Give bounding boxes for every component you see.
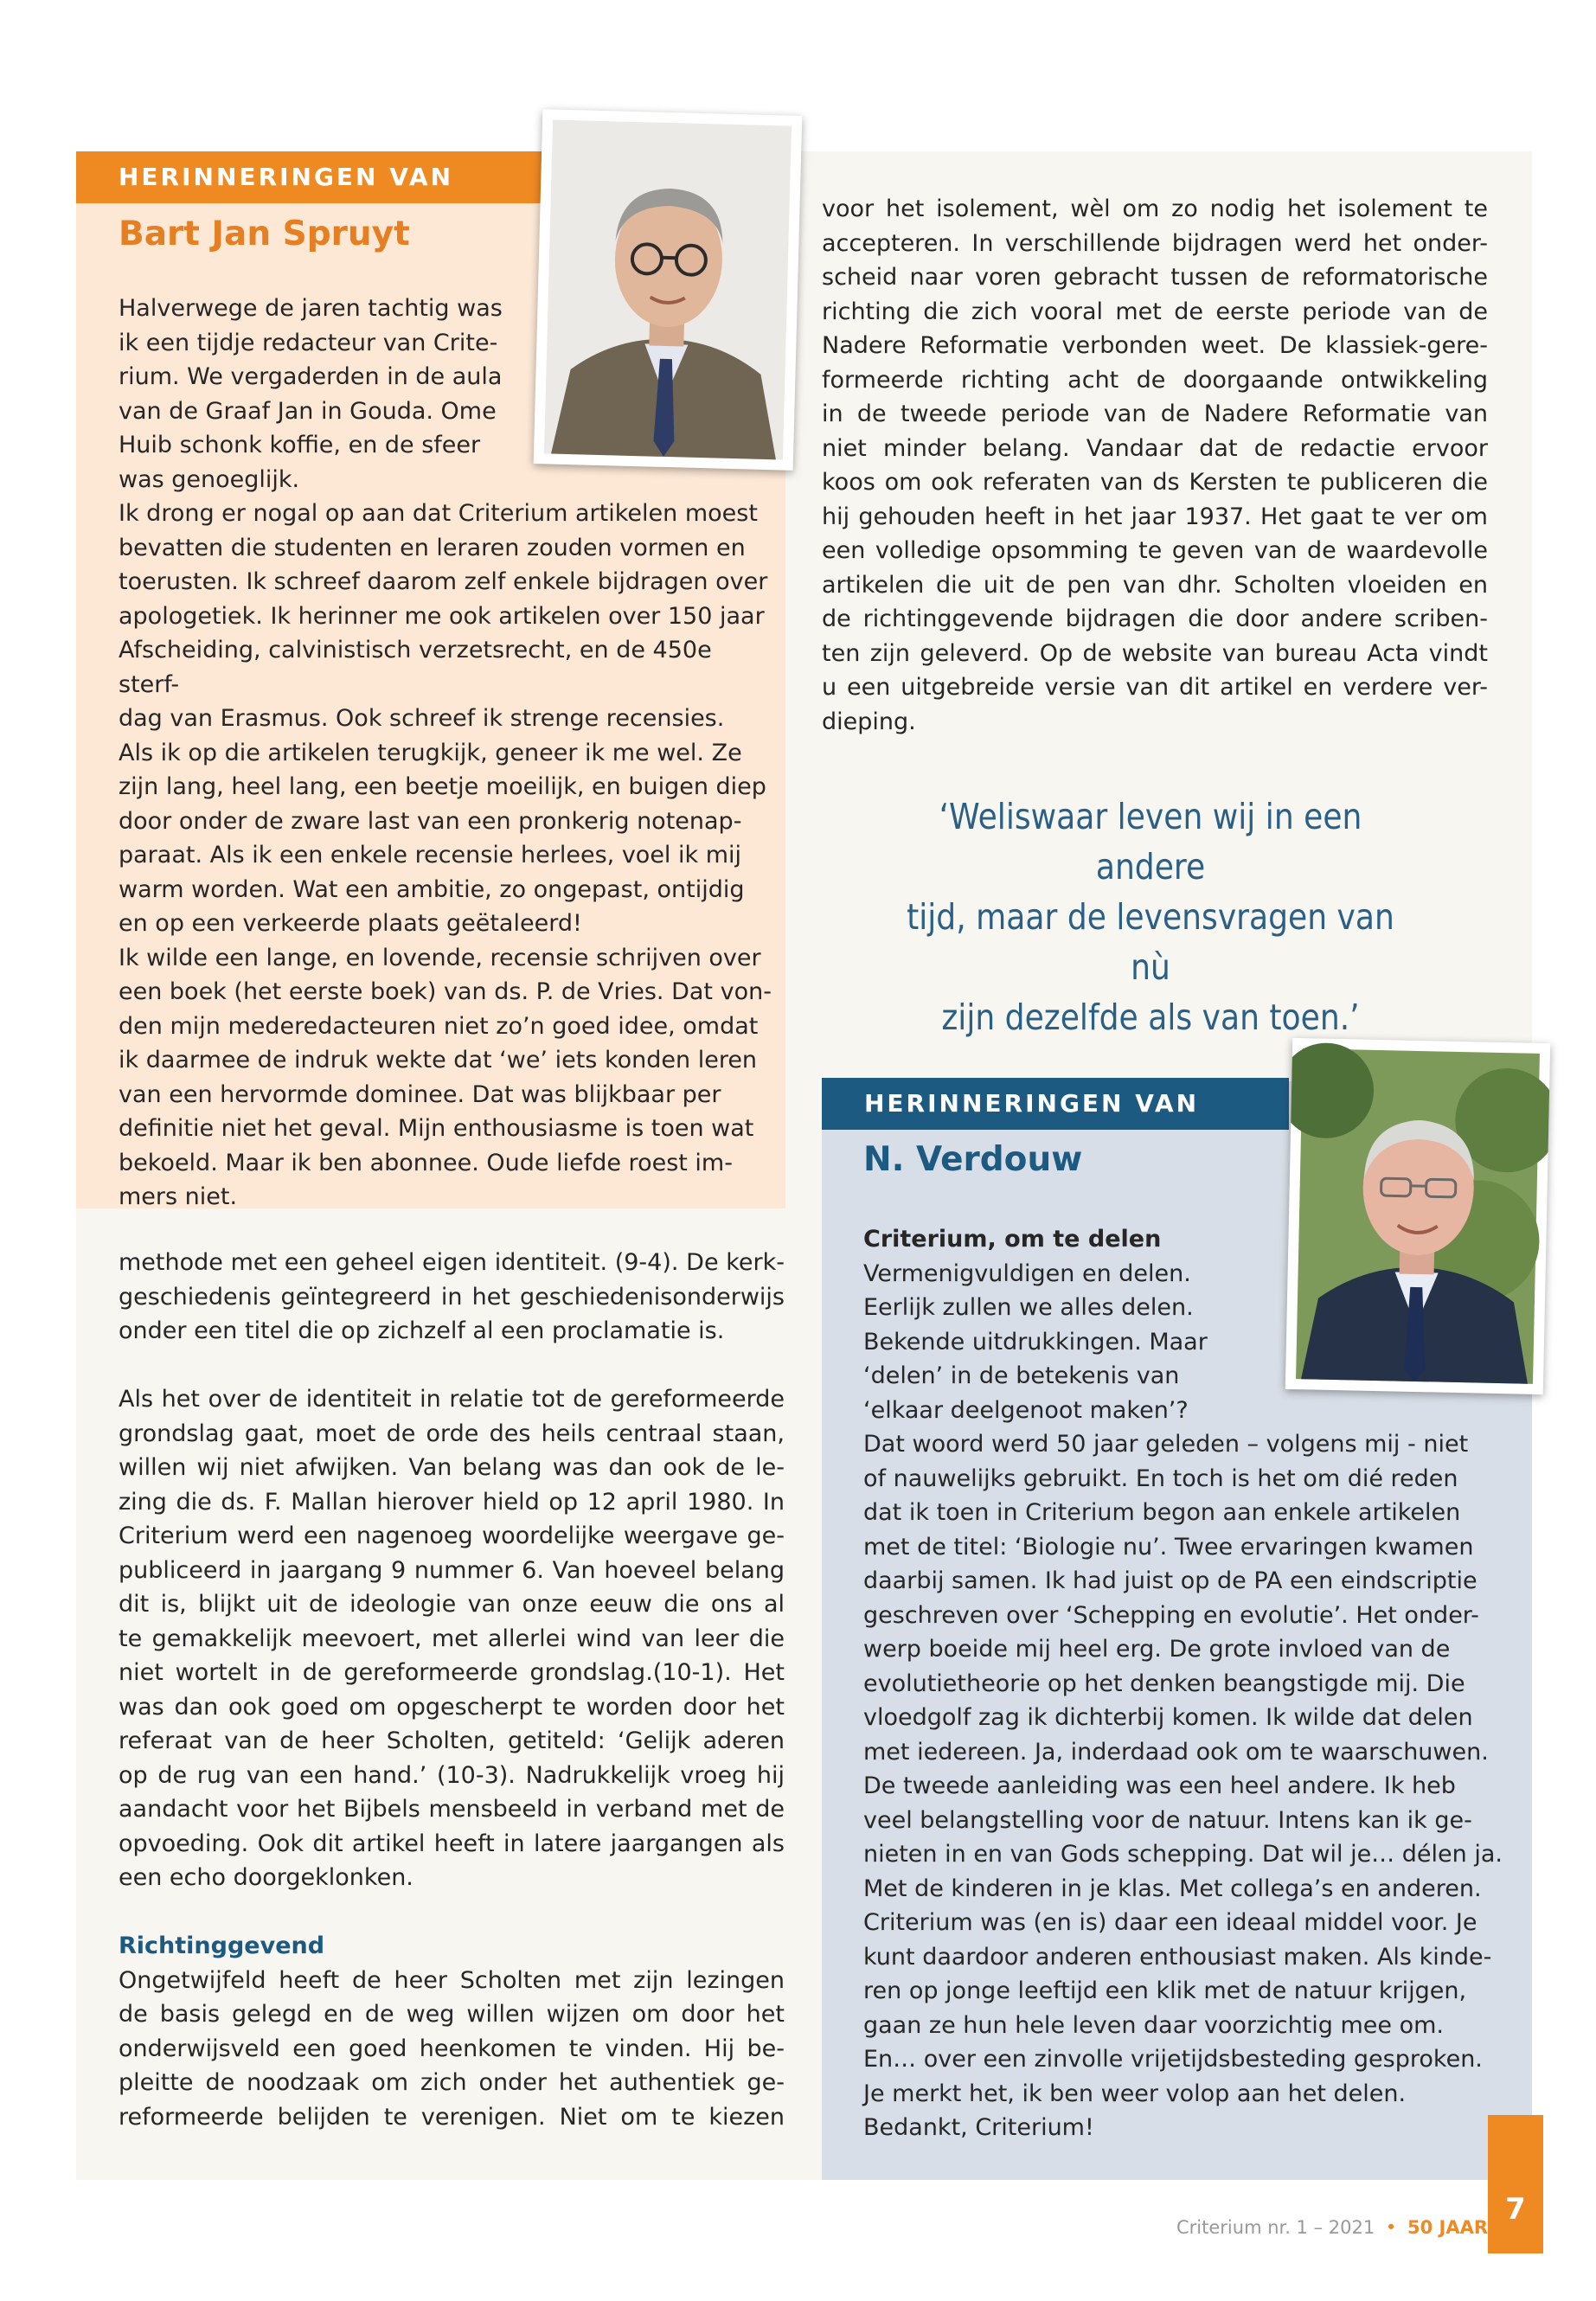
text-line: rium. We vergaderden in de aula: [119, 363, 503, 390]
text-line: willen wij niet afwijken. Van belang was dan ook de le-: [119, 1454, 785, 1481]
verdouw-subtitle: Criterium, om te delen: [863, 1226, 1162, 1253]
text-line: Halverwege de jaren tachtig was: [119, 295, 503, 322]
text-line: nieten in en van Gods schepping. Dat wil je… délen ja.: [863, 1841, 1503, 1868]
text-line: ren op jonge leeftijd een klik met de natuur krijgen,: [863, 1977, 1467, 2004]
text-line: ‘delen’ in de betekenis van: [863, 1362, 1180, 1389]
text-line: veel belangstelling voor de natuur. Intens kan ik ge-: [863, 1806, 1472, 1834]
text-line: werp boeide mij heel erg. De grote invloed van de: [863, 1636, 1451, 1663]
text-line: onderwijsveld een goed heenkomen te vinden. Hij be-: [119, 2035, 785, 2062]
text-line: den mijn mederedacteuren niet zo’n goed idee, omdat: [119, 1012, 759, 1040]
text-line: koos om ook referaten van ds Kersten te publiceren die: [822, 469, 1488, 496]
text-line: zing die ds. F. Mallan hierover hield op 12 april 1980. In: [119, 1488, 785, 1516]
footer-publication: Criterium nr. 1 – 2021: [1176, 2217, 1375, 2238]
text-line: paraat. Als ik een enkele recensie herlees, voel ik mij: [119, 842, 742, 868]
text-line: aandacht voor het Bijbels mensbeeld in verband met de: [119, 1796, 785, 1823]
text-line: De tweede aanleiding was een heel andere. Ik heb: [863, 1772, 1456, 1799]
text-line: was genoeglijk.: [119, 465, 300, 493]
text-line: vloedgolf zag ik dichterbij komen. Ik wilde dat delen: [863, 1704, 1473, 1731]
text-line: door onder de zware last van een pronkerig notenap-: [119, 807, 742, 835]
quote-line: tijd, maar de levensvragen van nù: [907, 896, 1394, 988]
text-line: of nauwelijks gebruikt. En toch is het om dié reden: [863, 1465, 1458, 1492]
text-line: bekoeld. Maar ik ben abonnee. Oude liefde roest im-: [119, 1149, 733, 1176]
text-line: warm worden. Wat een ambitie, zo ongepast, ontijdig: [119, 875, 745, 903]
text-line: zijn lang, heel lang, een beetje moeilijk, en buigen diep: [119, 773, 766, 800]
text-line: ten zijn geleverd. Op de website van bureau Acta vindt: [822, 639, 1488, 667]
pull-quote: [892, 792, 1409, 1042]
text-line: definitie niet het geval. Mijn enthousiasme is toen wat: [119, 1115, 754, 1142]
text-line: Met de kinderen in je klas. Met collega’s en anderen.: [863, 1875, 1482, 1902]
text-line: dat ik toen in Criterium begon aan enkele artikelen: [863, 1499, 1461, 1526]
text-line: Eerlijk zullen we alles delen.: [863, 1294, 1194, 1321]
text-line: niet minder belang. Vandaar dat de redactie ervoor: [822, 434, 1488, 462]
right-column-text: [822, 192, 1488, 739]
text-line: Nadere Reformatie verbonden weet. De klassiek-gere-: [822, 332, 1488, 359]
text-line: daarbij samen. Ik had juist op de PA een eindscriptie: [863, 1567, 1477, 1594]
text-line: en op een verkeerde plaats geëtaleerd!: [119, 910, 582, 937]
text-line: referaat van de heer Scholten, getiteld: ‘Gelijk aderen: [119, 1727, 785, 1754]
text-line: publiceerd in jaargang 9 nummer 6. Van hoeveel belang: [119, 1556, 785, 1584]
text-line: gaan ze hun hele leven daar voorzichtig mee om.: [863, 2011, 1445, 2039]
text-line: Als het over de identiteit in relatie tot de gereformeerde: [119, 1386, 785, 1413]
text-line: de basis gelegd en de weg willen wijzen om door het: [119, 2001, 785, 2028]
text-line: een volledige opsomming te geven van de waardevolle: [822, 537, 1488, 564]
text-line: niet wortelt in de gereformeerde grondslag.(10-1). Het: [119, 1659, 785, 1686]
text-line: reformeerde belijden te verenigen. Niet om te kiezen: [119, 2103, 785, 2131]
text-line: kunt daardoor anderen enthousiast maken. Als kinde-: [863, 1943, 1492, 1971]
text-line: evolutietheorie op het denken beangstigde mij. Die: [863, 1670, 1465, 1697]
text-line: apologetiek. Ik herinner me ook artikelen over 150 jaar: [119, 602, 765, 630]
text-line: ik een tijdje redacteur van Crite-: [119, 329, 498, 356]
quote-line: zijn dezelfde als van toen.’: [941, 997, 1360, 1038]
text-line: ‘elkaar deelgenoot maken’?: [863, 1396, 1189, 1424]
portrait-illustration: [534, 109, 803, 471]
page-number: 7: [1505, 2192, 1526, 2227]
main-column-text: [119, 1246, 785, 2134]
text-line: Dat woord werd 50 jaar geleden – volgens mij - niet: [863, 1431, 1469, 1458]
text-line: van een hervormde dominee. Dat was blijkbaar per: [119, 1080, 721, 1108]
text-line: dieping.: [822, 708, 916, 735]
text-line: bevatten die studenten en leraren zouden vormen en: [119, 534, 746, 561]
text-line: En… over een zinvolle vrijetijdsbesteding gesproken.: [863, 2046, 1483, 2073]
text-line: een echo doorgeklonken.: [119, 1864, 413, 1891]
text-line: geschiedenis geïntegreerd in het geschiedenisonderwijs: [119, 1283, 785, 1311]
text-line: Criterium werd een nagenoeg woordelijke weergave ge-: [119, 1522, 785, 1549]
text-line: Ik drong er nogal op aan dat Criterium artikelen moest: [119, 500, 758, 527]
text-line: Vermenigvuldigen en delen.: [863, 1259, 1191, 1287]
text-line: artikelen die uit de pen van dhr. Scholten vloeiden en: [822, 571, 1488, 599]
text-line: Je merkt het, ik ben weer volop aan het delen.: [863, 2080, 1407, 2107]
text-line: u een uitgebreide versie van dit artikel en verdere ver-: [822, 674, 1488, 701]
text-line: onder een titel die op zichzelf al een proclamatie is.: [119, 1317, 725, 1344]
text-line: Bekende uitdrukkingen. Maar: [863, 1328, 1208, 1356]
text-line: met de titel: ‘Biologie nu’. Twee ervaringen kwamen: [863, 1533, 1474, 1561]
text-line: een boek (het eerste boek) van ds. P. de Vries. Dat von-: [119, 978, 772, 1005]
text-line: hij gehouden heeft in het jaar 1937. Het gaat te ver om: [822, 503, 1488, 530]
portrait-illustration: [1285, 1038, 1550, 1394]
text-line: formeerde richting acht de doorgaande ontwikkeling: [822, 366, 1488, 394]
text-line: mers niet.: [119, 1183, 238, 1210]
verdouw-name-heading: N. Verdouw: [863, 1140, 1083, 1179]
text-line: grondslag gaat, moet de orde des heils centraal staan,: [119, 1420, 785, 1447]
text-line: voor het isolement, wèl om zo nodig het isolement te: [822, 195, 1488, 222]
text-line: ik daarmee de indruk wekte dat ‘we’ iets konden leren: [119, 1047, 758, 1074]
text-line: Als ik op die artikelen terugkijk, geneer ik me wel. Ze: [119, 739, 742, 766]
footer-separator: •: [1385, 2217, 1397, 2238]
text-line: Afscheiding, calvinistisch verzetsrecht, en de 450e sterf-: [119, 637, 712, 698]
text-line: was dan ook goed om opgescherpt te worden door het: [119, 1693, 785, 1721]
quote-line: ‘Weliswaar leven wij in een andere: [939, 796, 1362, 888]
text-line: richting die zich vooral met de eerste periode van de: [822, 298, 1488, 325]
text-line: Criterium was (en is) daar een ideaal middel voor. Je: [863, 1909, 1477, 1936]
text-line: Ik wilde een lange, en lovende, recensie schrijven over: [119, 944, 761, 971]
text-line: dag van Erasmus. Ook schreef ik strenge recensies.: [119, 705, 725, 732]
verdouw-label-bar: HERINNERINGEN VAN: [822, 1078, 1289, 1130]
text-line: op de rug van een hand.’ (10-3). Nadrukkelijk vroeg hij: [119, 1761, 785, 1789]
text-line: van de Graaf Jan in Gouda. Ome: [119, 397, 497, 425]
text-line: Bedankt, Criterium!: [863, 2114, 1094, 2141]
page-footer: [1176, 2217, 1488, 2238]
page-number-tab: [1488, 2115, 1543, 2253]
text-line: toerusten. Ik schreef daarom zelf enkele bijdragen over: [119, 568, 768, 595]
bart-portrait-photo: [534, 109, 803, 471]
text-line: accepteren. In verschillende bijdragen werd het onder-: [822, 229, 1488, 257]
text-line: opvoeding. Ook dit artikel heeft in latere jaargangen als: [119, 1830, 785, 1857]
text-line: Ongetwijfeld heeft de heer Scholten met zijn lezingen: [119, 1966, 785, 1994]
section-subheading: Richtinggevend: [119, 1932, 325, 1959]
text-line: de richtinggevende bijdragen die door andere scriben-: [822, 606, 1488, 632]
text-line: te gemakkelijk meevoert, met allerlei wind van leer die: [119, 1625, 785, 1652]
text-line: in de tweede periode van de Nadere Reformatie van: [822, 401, 1488, 427]
text-line: scheid naar voren gebracht tussen de reformatorische: [822, 264, 1488, 291]
footer-anniversary: 50 JAAR: [1407, 2217, 1489, 2238]
text-line: methode met een geheel eigen identiteit. (9-4). De kerk-: [119, 1249, 785, 1276]
verdouw-portrait-photo: [1285, 1038, 1550, 1394]
text-line: pleitte de noodzaak om zich onder het authentiek ge-: [119, 2069, 785, 2096]
text-line: met iedereen. Ja, inderdaad ook om te waarschuwen.: [863, 1738, 1489, 1766]
text-line: geschreven over ‘Schepping en evolutie’. Het onder-: [863, 1601, 1479, 1629]
text-line: Huib schonk koffie, en de sfeer: [119, 432, 481, 458]
bart-name-heading: Bart Jan Spruyt: [119, 215, 410, 253]
text-line: dit is, blijkt uit de ideologie van onze eeuw die ons al: [119, 1591, 785, 1618]
bart-label-bar: HERINNERINGEN VAN: [76, 151, 543, 203]
